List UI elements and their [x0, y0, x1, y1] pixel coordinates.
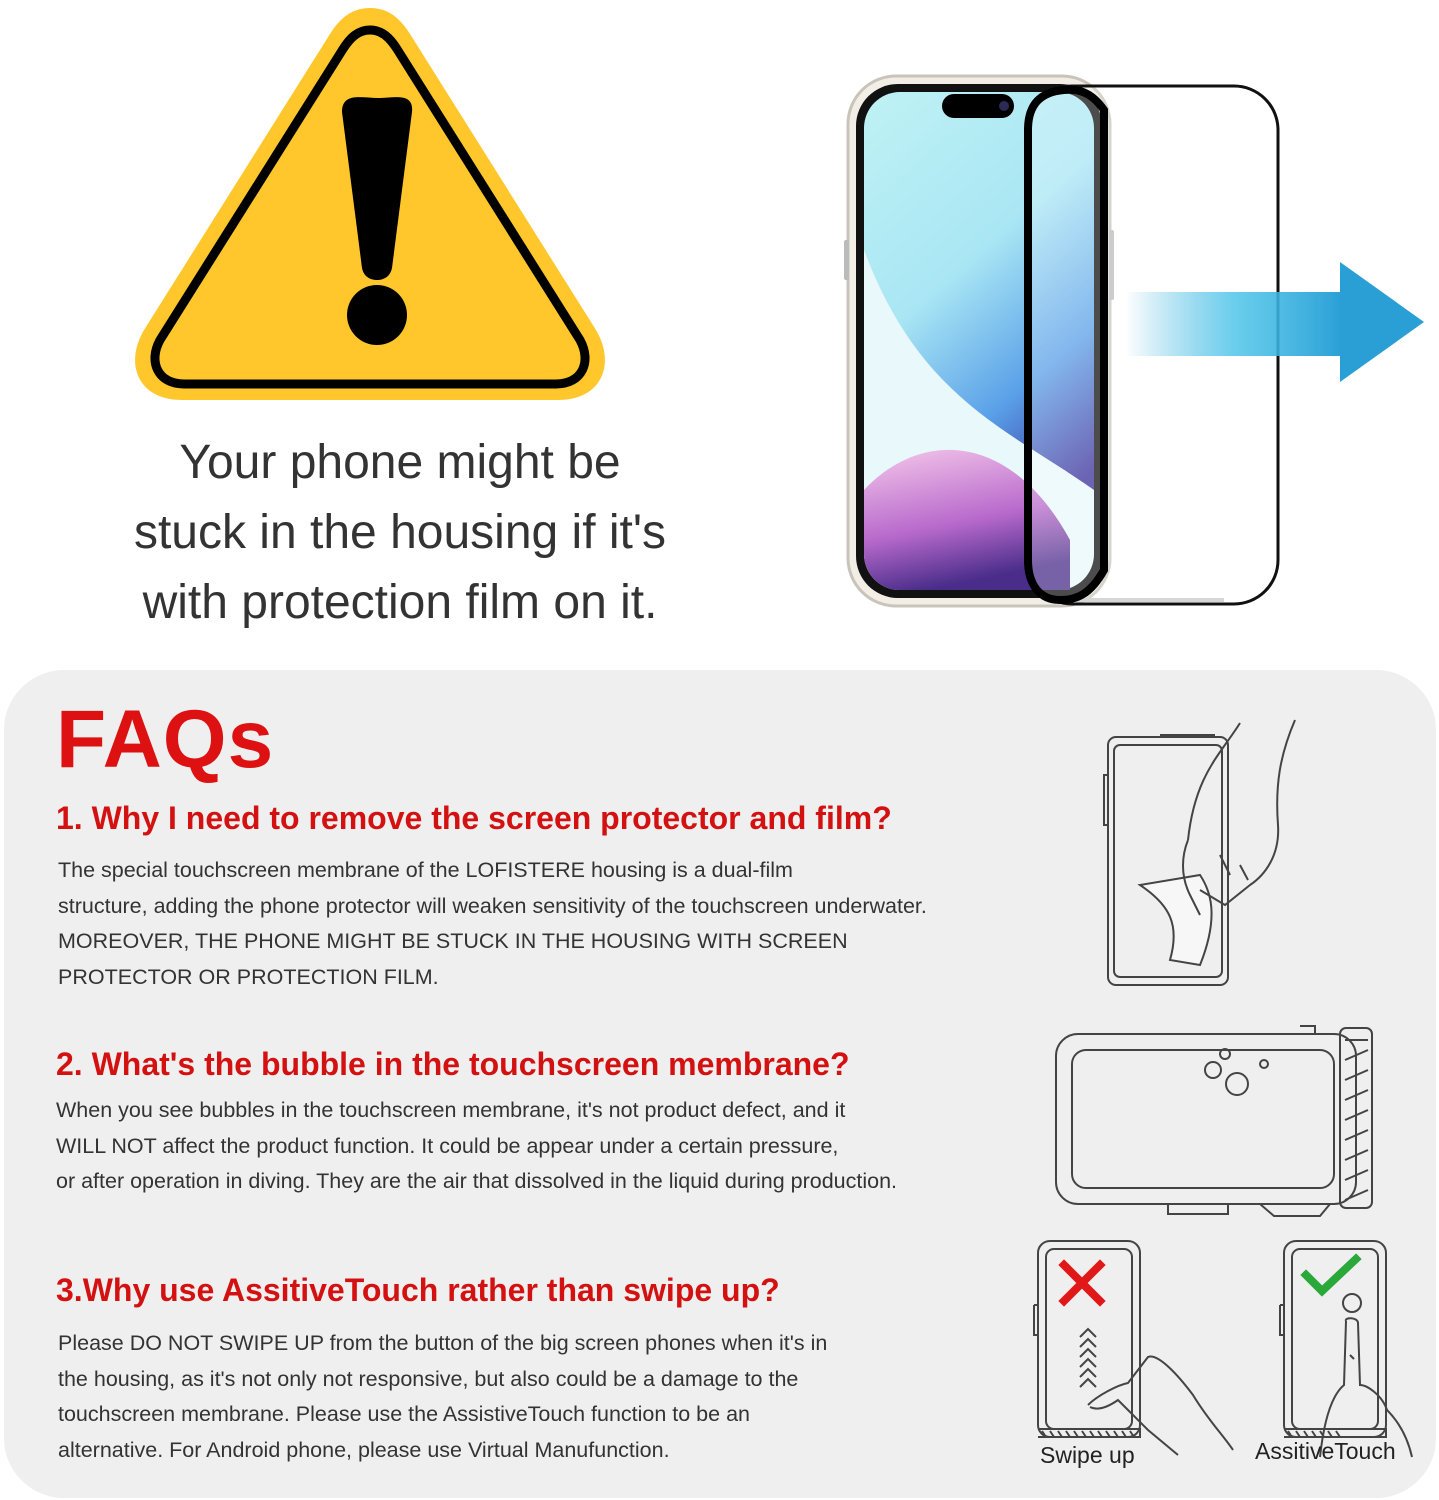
answer-line: or after operation in diving. They are the air that dissolved in the liquid during production. — [56, 1169, 897, 1193]
faq-question-1: 1. Why I need to remove the screen protector and film? — [56, 800, 892, 836]
answer-line: touchscreen membrane. Please use the AssistiveTouch function to be an — [58, 1402, 750, 1426]
assistive-touch-illustration-icon — [1272, 1235, 1422, 1460]
assistive-touch-label: AssitiveTouch — [1255, 1438, 1396, 1464]
answer-line: PROTECTOR OR PROTECTION FILM. — [58, 964, 439, 989]
answer-line: structure, adding the phone protector will weaken sensitivity of the touchscreen underwater. — [58, 893, 927, 918]
answer-line: When you see bubbles in the touchscreen membrane, it's not product defect, and it — [56, 1098, 846, 1122]
warning-line: Your phone might be — [179, 436, 621, 489]
faq-title: FAQs — [56, 694, 275, 785]
peel-film-illustration-icon — [1100, 715, 1310, 995]
faq-question-2: 2. What's the bubble in the touchscreen membrane? — [56, 1046, 850, 1082]
answer-line: Please DO NOT SWIPE UP from the button of the big screen phones when it's in — [58, 1331, 828, 1355]
warning-section — [0, 0, 1439, 660]
warning-line: with protection film on it. — [142, 576, 658, 629]
answer-line: The special touchscreen membrane of the LOFISTERE housing is a dual-film — [58, 858, 793, 882]
faq-question-3: 3.Why use AssitiveTouch rather than swipe up? — [56, 1272, 780, 1308]
faq-answer-3 — [58, 1326, 827, 1468]
answer-line: the housing, as it's not only not responsive, but also could be a damage to the — [58, 1366, 799, 1391]
faq-answer-1 — [58, 853, 927, 995]
warning-triangle-icon — [120, 0, 620, 410]
phone-film-removal-icon — [840, 70, 1430, 615]
faq-answer-2 — [56, 1093, 897, 1200]
swipe-up-illustration-icon — [1028, 1235, 1238, 1460]
housing-bubbles-illustration-icon — [1050, 1020, 1380, 1225]
answer-line: MOREOVER, THE PHONE MIGHT BE STUCK IN THE HOUSING WITH SCREEN — [58, 929, 848, 953]
warning-message — [100, 428, 700, 638]
swipe-up-label: Swipe up — [1040, 1442, 1135, 1468]
answer-line: alternative. For Android phone, please use Virtual Manufunction. — [58, 1437, 670, 1462]
answer-line: WILL NOT affect the product function. It could be appear under a certain pressure, — [56, 1133, 839, 1158]
warning-line: stuck in the housing if it's — [133, 506, 667, 559]
